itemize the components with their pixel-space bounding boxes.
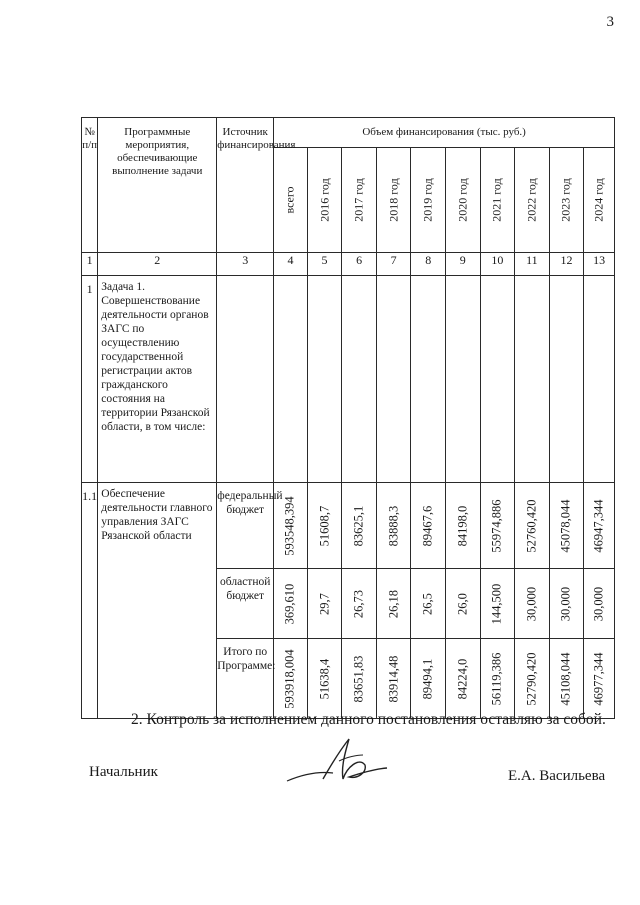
financing-table	[81, 117, 615, 719]
task-text: Задача 1. Совершенствование деятельности органов ЗАГС по осуществлению государственной регистрации актов гражданского состояния на территории Рязанской области, в том числе:	[98, 276, 217, 483]
header-year: 2020 год	[445, 148, 480, 253]
header-year: 2021 год	[480, 148, 515, 253]
value-cell: 30,000	[584, 569, 615, 639]
value-cell: 593548,394	[274, 483, 308, 569]
value-cell: 83914,48	[376, 639, 411, 719]
value-cell: 83888,3	[376, 483, 411, 569]
value-cell: 83625,1	[342, 483, 377, 569]
header-year: 2017 год	[342, 148, 377, 253]
value-cell: 83651,83	[342, 639, 377, 719]
value-cell: 89467,6	[411, 483, 446, 569]
value-cell: 26,73	[342, 569, 377, 639]
value-cell: 593918,004	[274, 639, 308, 719]
value-cell: 30,000	[549, 569, 584, 639]
header-source: Источник финансирования	[217, 118, 274, 253]
header-year: 2022 год	[515, 148, 550, 253]
value-cell: 55974,886	[480, 483, 515, 569]
task-num: 1	[82, 276, 98, 483]
value-cell: 56119,386	[480, 639, 515, 719]
column-number: 7	[376, 253, 411, 276]
column-number: 12	[549, 253, 584, 276]
value-cell: 26,0	[445, 569, 480, 639]
task-row	[82, 276, 615, 483]
source-cell: областной бюджет	[217, 569, 274, 639]
value-cell: 369,610	[274, 569, 308, 639]
value-cell: 26,18	[376, 569, 411, 639]
value-cell: 52760,420	[515, 483, 550, 569]
column-number: 13	[584, 253, 615, 276]
column-number: 10	[480, 253, 515, 276]
header-activities: Программные мероприятия, обеспечивающие выполнение задачи	[98, 118, 217, 253]
page-number: 3	[606, 14, 614, 30]
column-number: 8	[411, 253, 446, 276]
value-cell: 51608,7	[307, 483, 342, 569]
value-cell: 26,5	[411, 569, 446, 639]
signature	[283, 735, 393, 787]
item-num: 1.1	[82, 483, 98, 719]
value-cell: 89494,1	[411, 639, 446, 719]
value-cell: 29,7	[307, 569, 342, 639]
value-cell: 144,500	[480, 569, 515, 639]
header-volume: Объем финансирования (тыс. руб.)	[274, 118, 615, 148]
value-cell: 84224,0	[445, 639, 480, 719]
value-cell: 84198,0	[445, 483, 480, 569]
header-year: 2023 год	[549, 148, 584, 253]
column-numbers-row	[82, 253, 615, 276]
value-cell: 51638,4	[307, 639, 342, 719]
column-number: 3	[217, 253, 274, 276]
signer-name: Е.А. Васильева	[508, 768, 606, 784]
header-num: № п/п	[82, 118, 98, 253]
value-cell: 52790,420	[515, 639, 550, 719]
header-year: 2019 год	[411, 148, 446, 253]
position-title: Начальник	[89, 764, 158, 780]
column-number: 4	[274, 253, 308, 276]
column-number: 5	[307, 253, 342, 276]
control-statement: 2. Контроль за исполнением данного постановления оставляю за собой.	[131, 711, 606, 728]
column-number: 9	[445, 253, 480, 276]
value-cell: 45108,044	[549, 639, 584, 719]
column-number: 2	[98, 253, 217, 276]
column-number: 1	[82, 253, 98, 276]
value-cell: 30,000	[515, 569, 550, 639]
header-year: 2024 год	[584, 148, 615, 253]
item-row-federal	[82, 483, 615, 569]
item-text: Обеспечение деятельности главного управления ЗАГС Рязанской области	[98, 483, 217, 719]
value-cell: 45078,044	[549, 483, 584, 569]
value-cell: 46977,344	[584, 639, 615, 719]
value-cell: 46947,344	[584, 483, 615, 569]
header-total: всего	[274, 148, 308, 253]
header-year: 2016 год	[307, 148, 342, 253]
header-year: 2018 год	[376, 148, 411, 253]
source-cell: федеральный бюджет	[217, 483, 274, 569]
column-number: 6	[342, 253, 377, 276]
source-cell: Итого по Программе:	[217, 639, 274, 719]
column-number: 11	[515, 253, 550, 276]
